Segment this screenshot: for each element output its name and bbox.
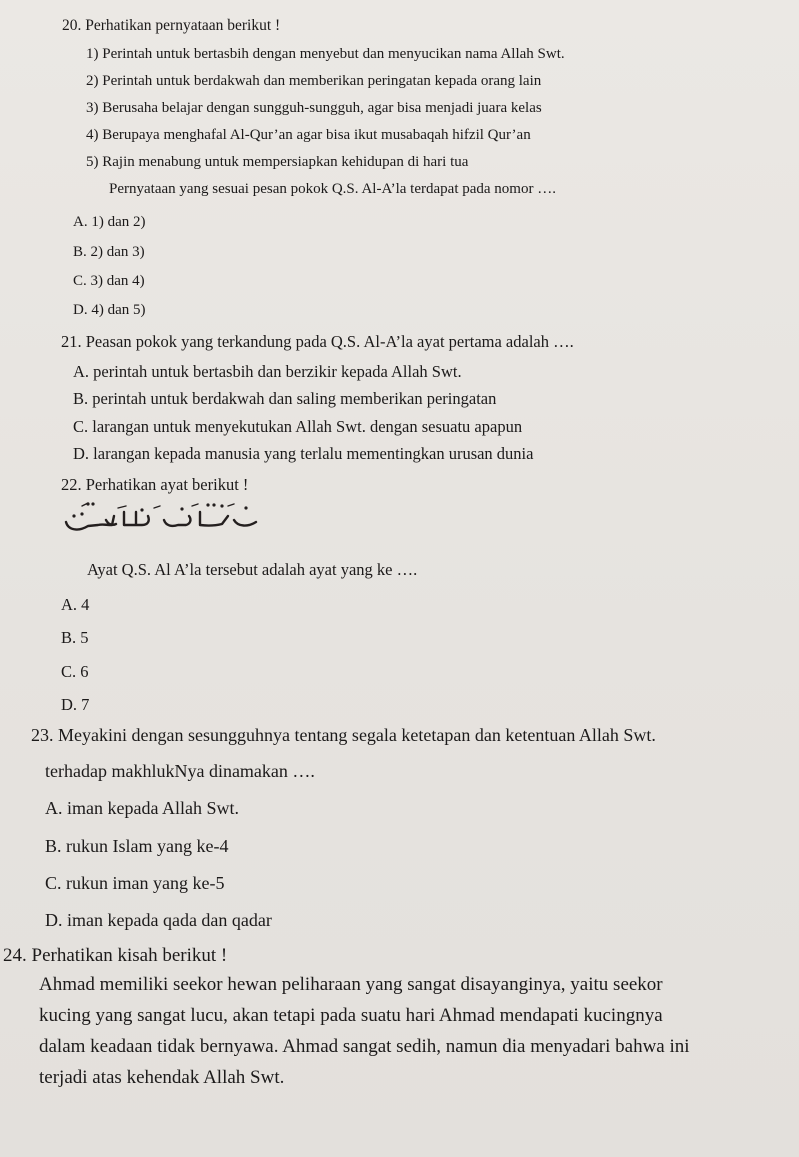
q20-option-c[interactable]: C. 3) dan 4) xyxy=(73,273,145,289)
q21-option-b[interactable]: B. perintah untuk berdakwah dan saling memberikan peringatan xyxy=(73,389,497,408)
q22-option-a[interactable]: A. 4 xyxy=(61,595,90,614)
q20-statement-4: 4) Berupaya menghafal Al-Qur’an agar bisa ikut musabaqah hifzil Qur’an xyxy=(86,127,531,143)
q20-question: Pernyataan yang sesuai pesan pokok Q.S. Al-A’la terdapat pada nomor …. xyxy=(109,181,556,197)
q22-option-c[interactable]: C. 6 xyxy=(61,662,89,681)
arabic-verse xyxy=(62,494,262,540)
q24-title: 24. Perhatikan kisah berikut ! xyxy=(3,945,228,966)
q24-story-line-4: terjadi atas kehendak Allah Swt. xyxy=(39,1067,285,1088)
q22-option-b[interactable]: B. 5 xyxy=(61,628,89,647)
q23-option-b[interactable]: B. rukun Islam yang ke-4 xyxy=(45,836,229,856)
arabic-verse-drawing xyxy=(62,494,262,540)
q20-title: 20. Perhatikan pernyataan berikut ! xyxy=(62,17,281,34)
q20-statement-5: 5) Rajin menabung untuk mempersiapkan kehidupan di hari tua xyxy=(86,154,469,170)
q23-title-line2: terhadap makhlukNya dinamakan …. xyxy=(45,761,315,781)
q21-option-c[interactable]: C. larangan untuk menyekutukan Allah Swt. dengan sesuatu apapun xyxy=(73,417,523,436)
q20-option-a[interactable]: A. 1) dan 2) xyxy=(73,214,146,230)
q24-story-line-3: dalam keadaan tidak bernyawa. Ahmad sangat sedih, namun dia menyadari bahwa ini xyxy=(39,1036,690,1057)
q20-option-b[interactable]: B. 2) dan 3) xyxy=(73,244,145,260)
q21-option-d[interactable]: D. larangan kepada manusia yang terlalu mementingkan urusan dunia xyxy=(73,444,534,463)
q20-statement-1: 1) Perintah untuk bertasbih dengan menyebut dan menyucikan nama Allah Swt. xyxy=(86,46,565,62)
q20-option-d[interactable]: D. 4) dan 5) xyxy=(73,302,146,318)
q22-title: 22. Perhatikan ayat berikut ! xyxy=(61,475,249,494)
q23-option-a[interactable]: A. iman kepada Allah Swt. xyxy=(45,798,239,818)
q22-option-d[interactable]: D. 7 xyxy=(61,695,90,714)
q22-question: Ayat Q.S. Al A’la tersebut adalah ayat yang ke …. xyxy=(87,560,418,579)
q24-story-line-2: kucing yang sangat lucu, akan tetapi pada suatu hari Ahmad mendapati kucingnya xyxy=(39,1005,663,1026)
q20-statement-3: 3) Berusaha belajar dengan sungguh-sungguh, agar bisa menjadi juara kelas xyxy=(86,100,542,116)
q21-title: 21. Peasan pokok yang terkandung pada Q.S. Al-A’la ayat pertama adalah …. xyxy=(61,332,574,351)
q20-statement-2: 2) Perintah untuk berdakwah dan memberikan peringatan kepada orang lain xyxy=(86,73,542,89)
q23-option-d[interactable]: D. iman kepada qada dan qadar xyxy=(45,910,272,930)
q24-story-line-1: Ahmad memiliki seekor hewan peliharaan yang sangat disayanginya, yaitu seekor xyxy=(39,974,663,995)
q21-option-a[interactable]: A. perintah untuk bertasbih dan berzikir kepada Allah Swt. xyxy=(73,362,462,381)
q23-option-c[interactable]: C. rukun iman yang ke-5 xyxy=(45,873,225,893)
q23-title-line1: 23. Meyakini dengan sesungguhnya tentang segala ketetapan dan ketentuan Allah Swt. xyxy=(31,725,656,745)
